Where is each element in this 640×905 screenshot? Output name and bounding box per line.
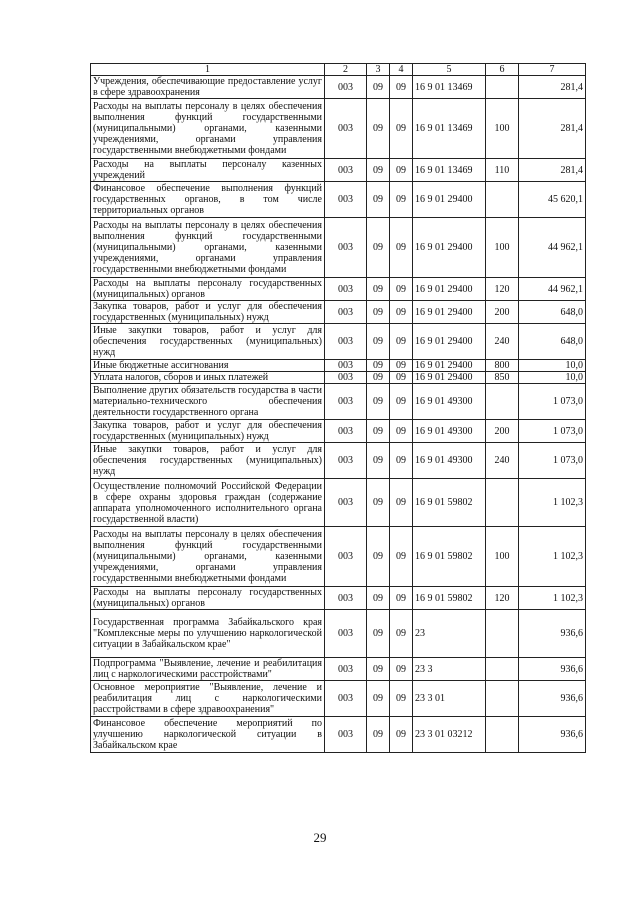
- target-article-code: 16 9 01 29400: [413, 301, 486, 324]
- target-article-code: 23 3: [413, 658, 486, 681]
- subsection-code: 09: [390, 681, 413, 717]
- target-article-code: 23 3 01 03212: [413, 717, 486, 753]
- target-article-code: 16 9 01 49300: [413, 384, 486, 420]
- page-number: 29: [313, 830, 327, 845]
- row-name: Государственная программа Забайкальского края "Комплексные меры по улучшению наркологической ситуации в Забайкальском крае": [91, 610, 325, 658]
- amount: 45 620,1: [519, 182, 586, 218]
- row-name: Основное мероприятие "Выявление, лечение и реабилитация лиц с наркологическими расстройствами в сфере здравоохранения": [91, 681, 325, 717]
- expense-type-code: [486, 681, 519, 717]
- ministry-code: 003: [325, 479, 367, 527]
- section-code: 09: [367, 443, 390, 479]
- subsection-code: 09: [390, 658, 413, 681]
- expense-type-code: 200: [486, 420, 519, 443]
- table-row: [91, 218, 586, 278]
- row-name: Уплата налогов, сборов и иных платежей: [91, 372, 325, 384]
- table-header: [91, 64, 586, 76]
- subsection-code: 09: [390, 278, 413, 301]
- column-header: 1: [91, 64, 325, 76]
- row-name: Осуществление полномочий Российской Федерации в сфере охраны здоровья граждан (содержание аппарата уполномоченного исполнительного органа государственной власти): [91, 479, 325, 527]
- section-code: 09: [367, 610, 390, 658]
- target-article-code: 16 9 01 29400: [413, 218, 486, 278]
- target-article-code: 23: [413, 610, 486, 658]
- budget-table: [90, 63, 586, 753]
- ministry-code: 003: [325, 76, 367, 99]
- section-code: 09: [367, 218, 390, 278]
- target-article-code: 23 3 01: [413, 681, 486, 717]
- table-row: [91, 159, 586, 182]
- target-article-code: 16 9 01 13469: [413, 159, 486, 182]
- column-header: 4: [390, 64, 413, 76]
- target-article-code: 16 9 01 29400: [413, 360, 486, 372]
- subsection-code: 09: [390, 182, 413, 218]
- section-code: 09: [367, 324, 390, 360]
- section-code: 09: [367, 99, 390, 159]
- column-header: 7: [519, 64, 586, 76]
- ministry-code: 003: [325, 99, 367, 159]
- row-name: Иные закупки товаров, работ и услуг для обеспечения государственных (муниципальных) нужд: [91, 324, 325, 360]
- ministry-code: 003: [325, 681, 367, 717]
- amount: 1 102,3: [519, 527, 586, 587]
- row-name: Иные бюджетные ассигнования: [91, 360, 325, 372]
- amount: 1 102,3: [519, 479, 586, 527]
- ministry-code: 003: [325, 218, 367, 278]
- subsection-code: 09: [390, 479, 413, 527]
- subsection-code: 09: [390, 301, 413, 324]
- ministry-code: 003: [325, 278, 367, 301]
- target-article-code: 16 9 01 49300: [413, 420, 486, 443]
- table-row: [91, 324, 586, 360]
- subsection-code: 09: [390, 384, 413, 420]
- ministry-code: 003: [325, 717, 367, 753]
- table-row: [91, 443, 586, 479]
- ministry-code: 003: [325, 420, 367, 443]
- section-code: 09: [367, 372, 390, 384]
- ministry-code: 003: [325, 610, 367, 658]
- section-code: 09: [367, 681, 390, 717]
- amount: 648,0: [519, 301, 586, 324]
- section-code: 09: [367, 278, 390, 301]
- section-code: 09: [367, 182, 390, 218]
- subsection-code: 09: [390, 99, 413, 159]
- table-row: [91, 301, 586, 324]
- amount: 936,6: [519, 658, 586, 681]
- section-code: 09: [367, 527, 390, 587]
- section-code: 09: [367, 420, 390, 443]
- amount: 281,4: [519, 99, 586, 159]
- subsection-code: 09: [390, 324, 413, 360]
- target-article-code: 16 9 01 49300: [413, 443, 486, 479]
- expense-type-code: 100: [486, 527, 519, 587]
- expense-type-code: [486, 479, 519, 527]
- table-body: [91, 76, 586, 753]
- subsection-code: 09: [390, 218, 413, 278]
- subsection-code: 09: [390, 76, 413, 99]
- table-row: [91, 372, 586, 384]
- subsection-code: 09: [390, 159, 413, 182]
- ministry-code: 003: [325, 301, 367, 324]
- row-name: Расходы на выплаты персоналу государственных (муниципальных) органов: [91, 278, 325, 301]
- amount: 648,0: [519, 324, 586, 360]
- section-code: 09: [367, 658, 390, 681]
- target-article-code: 16 9 01 29400: [413, 372, 486, 384]
- target-article-code: 16 9 01 59802: [413, 479, 486, 527]
- expense-type-code: 120: [486, 278, 519, 301]
- target-article-code: 16 9 01 59802: [413, 587, 486, 610]
- table-row: [91, 527, 586, 587]
- subsection-code: 09: [390, 420, 413, 443]
- amount: 44 962,1: [519, 218, 586, 278]
- table-row: [91, 681, 586, 717]
- target-article-code: 16 9 01 29400: [413, 182, 486, 218]
- expense-type-code: 800: [486, 360, 519, 372]
- header-row: [91, 64, 586, 76]
- table-row: [91, 182, 586, 218]
- column-header: 6: [486, 64, 519, 76]
- subsection-code: 09: [390, 443, 413, 479]
- amount: 281,4: [519, 76, 586, 99]
- expense-type-code: 120: [486, 587, 519, 610]
- ministry-code: 003: [325, 443, 367, 479]
- section-code: 09: [367, 479, 390, 527]
- target-article-code: 16 9 01 13469: [413, 76, 486, 99]
- row-name: Расходы на выплаты персоналу в целях обеспечения выполнения функций государственными (муниципальными) органами, казенными учреждениями, органами управления государственными внебюджетными фондами: [91, 99, 325, 159]
- target-article-code: 16 9 01 29400: [413, 324, 486, 360]
- subsection-code: 09: [390, 587, 413, 610]
- row-name: Закупка товаров, работ и услуг для обеспечения государственных (муниципальных) нужд: [91, 420, 325, 443]
- expense-type-code: 200: [486, 301, 519, 324]
- row-name: Иные закупки товаров, работ и услуг для обеспечения государственных (муниципальных) нужд: [91, 443, 325, 479]
- section-code: 09: [367, 159, 390, 182]
- column-header: 2: [325, 64, 367, 76]
- table-row: [91, 587, 586, 610]
- expense-type-code: 110: [486, 159, 519, 182]
- table-row: [91, 278, 586, 301]
- section-code: 09: [367, 360, 390, 372]
- target-article-code: 16 9 01 13469: [413, 99, 486, 159]
- row-name: Подпрограмма "Выявление, лечение и реабилитация лиц с наркологическими расстройствами": [91, 658, 325, 681]
- amount: 10,0: [519, 372, 586, 384]
- subsection-code: 09: [390, 717, 413, 753]
- expense-type-code: 100: [486, 99, 519, 159]
- amount: 936,6: [519, 610, 586, 658]
- amount: 1 073,0: [519, 443, 586, 479]
- row-name: Расходы на выплаты персоналу в целях обеспечения выполнения функций государственными (муниципальными) органами, казенными учреждениями, органами управления государственными внебюджетными фондами: [91, 527, 325, 587]
- row-name: Закупка товаров, работ и услуг для обеспечения государственных (муниципальных) нужд: [91, 301, 325, 324]
- ministry-code: 003: [325, 159, 367, 182]
- column-header: 3: [367, 64, 390, 76]
- row-name: Финансовое обеспечение выполнения функций государственных органов, в том числе территориальных органов: [91, 182, 325, 218]
- subsection-code: 09: [390, 527, 413, 587]
- expense-type-code: [486, 76, 519, 99]
- amount: 1 073,0: [519, 384, 586, 420]
- table-row: [91, 717, 586, 753]
- table-row: [91, 658, 586, 681]
- table-row: [91, 99, 586, 159]
- amount: 936,6: [519, 681, 586, 717]
- target-article-code: 16 9 01 29400: [413, 278, 486, 301]
- expense-type-code: 240: [486, 443, 519, 479]
- subsection-code: 09: [390, 372, 413, 384]
- ministry-code: 003: [325, 527, 367, 587]
- ministry-code: 003: [325, 372, 367, 384]
- subsection-code: 09: [390, 610, 413, 658]
- table-row: [91, 384, 586, 420]
- amount: 281,4: [519, 159, 586, 182]
- row-name: Расходы на выплаты персоналу государственных (муниципальных) органов: [91, 587, 325, 610]
- expense-type-code: [486, 610, 519, 658]
- expense-type-code: [486, 717, 519, 753]
- row-name: Выполнение других обязательств государства в части материально-технического обеспечения деятельности государственного органа: [91, 384, 325, 420]
- table-row: [91, 610, 586, 658]
- ministry-code: 003: [325, 384, 367, 420]
- expense-type-code: [486, 182, 519, 218]
- row-name: Расходы на выплаты персоналу в целях обеспечения выполнения функций государственными (муниципальными) органами, казенными учреждениями, органами управления государственными внебюджетными фондами: [91, 218, 325, 278]
- expense-type-code: 850: [486, 372, 519, 384]
- ministry-code: 003: [325, 658, 367, 681]
- subsection-code: 09: [390, 360, 413, 372]
- expense-type-code: 100: [486, 218, 519, 278]
- ministry-code: 003: [325, 587, 367, 610]
- target-article-code: 16 9 01 59802: [413, 527, 486, 587]
- expense-type-code: [486, 658, 519, 681]
- section-code: 09: [367, 384, 390, 420]
- amount: 1 073,0: [519, 420, 586, 443]
- ministry-code: 003: [325, 324, 367, 360]
- amount: 1 102,3: [519, 587, 586, 610]
- section-code: 09: [367, 587, 390, 610]
- section-code: 09: [367, 717, 390, 753]
- table-row: [91, 76, 586, 99]
- section-code: 09: [367, 76, 390, 99]
- table-row: [91, 360, 586, 372]
- row-name: Учреждения, обеспечивающие предоставление услуг в сфере здравоохранения: [91, 76, 325, 99]
- amount: 10,0: [519, 360, 586, 372]
- amount: 936,6: [519, 717, 586, 753]
- row-name: Финансовое обеспечение мероприятий по улучшению наркологической ситуации в Забайкальском крае: [91, 717, 325, 753]
- column-header: 5: [413, 64, 486, 76]
- ministry-code: 003: [325, 182, 367, 218]
- expense-type-code: 240: [486, 324, 519, 360]
- ministry-code: 003: [325, 360, 367, 372]
- expense-type-code: [486, 384, 519, 420]
- amount: 44 962,1: [519, 278, 586, 301]
- table-row: [91, 420, 586, 443]
- row-name: Расходы на выплаты персоналу казенных учреждений: [91, 159, 325, 182]
- section-code: 09: [367, 301, 390, 324]
- table-row: [91, 479, 586, 527]
